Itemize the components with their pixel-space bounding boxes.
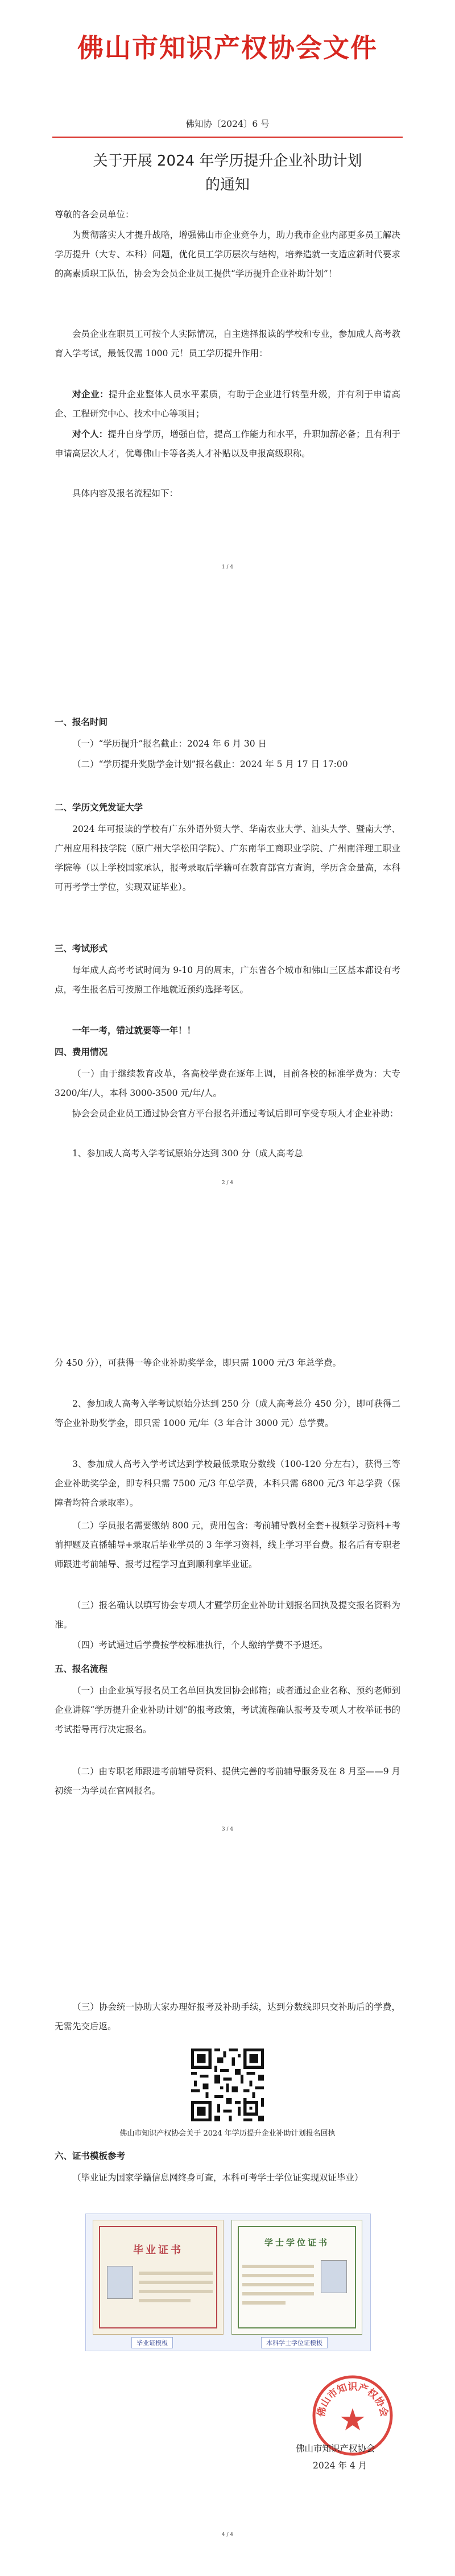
greeting: 尊敬的各会员单位： <box>55 209 134 220</box>
photo-placeholder-icon <box>107 2266 133 2299</box>
subsidy-item-3: 3、参加成人高考入学考试达到学校最低录取分数线（100-120 分左右），获得三等企业补助奖学金，即专科只需 7500 元/3 年总学费，本科只需 6800 元/3 年总学费（保障者均符合录取率）。 <box>55 1459 400 1508</box>
signature-block <box>296 2440 375 2474</box>
document-title-line2: 的通知 <box>205 176 250 193</box>
exam-paragraph: 每年成人高考考试时间为 9-10 月的周末，广东省各个城市和佛山三区基本都设有考点，考生报名后可按照工作地就近预约选择考区。 <box>55 965 400 995</box>
photo-placeholder-icon <box>321 2260 347 2293</box>
degree-certificate-heading: 学士学位证书 <box>264 2237 329 2248</box>
seal-text: 佛山市知识产权协会 <box>315 2381 390 2418</box>
section-4-title: 四、费用情况 <box>55 1046 108 1057</box>
page-1 <box>0 0 455 643</box>
subsidy-item-1-start: 1、参加成人高考入学考试原始分达到 300 分（成人高考总 <box>72 1148 303 1159</box>
org-title: 佛山市知识产权协会文件 <box>77 32 378 63</box>
degree-certificate-image <box>231 2220 362 2335</box>
exam-slogan: 一年一考，错过就要等一年！！ <box>72 1025 196 1036</box>
page-number-2: 2 / 4 <box>221 1180 234 1186</box>
page-number-4: 4 / 4 <box>221 2532 234 2538</box>
process-step-1: （一）由企业填写报名员工名单回执发回协会邮箱；或者通过企业名称、预约老师到企业讲解“学历提升企业补助计划”的报考政策，考试流程确认报考及专项人才枚举证书的考试指导再行决定报名。 <box>55 1685 400 1734</box>
subsidy-item-2: 2、参加成人高考入学考试原始分达到 250 分（成人高考总分 450 分），即可获得二等企业补助奖学金，即只需 1000 元/年（3 年合计 3000 元）总学费。 <box>55 1399 400 1428</box>
qr-caption: 佛山市知识产权协会关于 2024 年学历提升企业补助计划报名回执 <box>119 2129 336 2138</box>
page-2 <box>0 643 455 1286</box>
issuing-organization: 佛山市知识产权协会 <box>296 2443 375 2454</box>
certificate-text-lines <box>139 2272 213 2308</box>
doc-number: 佛知协〔2024〕6 号 <box>185 119 270 129</box>
degree-certificate-label: 本科学士学位证模板 <box>261 2337 328 2348</box>
section-5-title: 五、报名流程 <box>55 1663 108 1674</box>
intro-paragraph: 为贯彻落实人才提升战略，增强佛山市企业竞争力，助力我市企业内部更多员工解决学历提升（大专、本科）问题，优化员工学历层次与结构，培养造就一支适应新时代要求的高素质职工队伍，协会为会员企业员工提供“学历提升企业补助计划”！ <box>55 230 400 279</box>
section-2-title: 二、学历文凭发证大学 <box>55 802 143 813</box>
certificate-templates <box>85 2214 371 2351</box>
page-number-1: 1 / 4 <box>221 564 234 570</box>
graduation-certificate-heading: 毕业证书 <box>133 2244 183 2256</box>
deadline-2: （二）“学历提升奖励学金计划”报名截止：2024 年 5 月 17 日 17:00 <box>72 759 348 769</box>
red-divider <box>52 137 403 138</box>
issue-date: 2024 年 4 月 <box>313 2460 367 2471</box>
universities-paragraph: 2024 年可报读的学校有广东外语外贸大学、华南农业大学、汕头大学、暨南大学、广州应用科技学院（原广州大学松田学院）、广东南华工商职业学院、广州南洋理工职业学院等（以上学校国家承认，报考录取后学籍可在教育部官方查询，学历含金量高，本科可再考学士学位，实现双证毕业）。 <box>55 824 400 892</box>
certificate-note: （毕业证为国家学籍信息网终身可查，本科可考学士学位证实现双证毕业） <box>72 2173 363 2183</box>
confirm-paragraph: （三）报名确认以填写协会专项人才暨学历企业补助计划报名回执及提交报名资料为准。 <box>55 1600 400 1630</box>
fee-paragraph: （二）学员报名需要缴纳 800 元，费用包含：考前辅导教材全套+视频学习资料+考前押题及直播辅导+录取后毕业学员的 3 年学习资料，线上学习平台费。报名后有专职老师跟进考前辅导、报考过程学习直到顺利拿毕业证。 <box>55 1520 400 1569</box>
enterprise-text: 提升企业整体人员水平素质，有助于企业进行转型升级，并有利于申请高企、工程研究中心、技术中心等项目； <box>55 389 400 419</box>
qr-code-image[interactable] <box>191 2049 264 2121</box>
document-title-line1: 关于开展 2024 年学历提升企业补助计划 <box>93 153 362 170</box>
details-intro: 具体内容及报名流程如下： <box>72 488 179 498</box>
certificate-text-lines <box>242 2265 314 2310</box>
graduation-certificate-label: 毕业证模板 <box>131 2337 173 2348</box>
section-6-title: 六、证书模板参考 <box>55 2150 126 2161</box>
enterprise-label: 对企业： <box>72 389 109 399</box>
personal-benefit <box>55 424 400 463</box>
page-3 <box>0 1286 455 1929</box>
refund-paragraph: （四）考试通过后学费按学校标准执行，个人缴纳学费不予退还。 <box>72 1640 328 1650</box>
subsidy-intro: 协会会员企业员工通过协会官方平台报名并通过考试后即可享受专项人才企业补助： <box>72 1108 399 1119</box>
tuition-paragraph: （一）由于继续教育改革，各高校学费在逐年上调，目前各校的标准学费为：大专 3200/年/人，本科 3000-3500 元/年/人。 <box>55 1069 400 1098</box>
process-step-2: （二）由专职老师跟进考前辅导资料、提供完善的考前辅导服务及在 8 月至——9 月初统一为学员在官网报名。 <box>55 1766 401 1796</box>
member-paragraph: 会员企业在职员工可按个人实际情况，自主选择报读的学校和专业，参加成人高考教育入学考试，最低仅需 1000 元！员工学历提升作用： <box>55 329 400 358</box>
subsidy-item-1-end: 分 450 分），可获得一等企业补助奖学金，即只需 1000 元/3 年总学费。 <box>55 1358 342 1368</box>
section-1-title: 一、报名时间 <box>55 716 108 727</box>
personal-text: 提升自身学历，增强自信，提高工作能力和水平，升职加薪必备；且有利于申请高层次人才，优粤佛山卡等各类人才补贴以及申报高级职称。 <box>55 429 400 459</box>
document-title <box>55 149 400 197</box>
process-step-3: （三）协会统一协助大家办理好报考及补助手续，达到分数线即只交补助后的学费，无需先交后返。 <box>55 2002 400 2031</box>
page-number-3: 3 / 4 <box>221 1827 234 1832</box>
personal-label: 对个人： <box>72 428 108 439</box>
section-3-title: 三、考试形式 <box>55 943 108 954</box>
graduation-certificate-image <box>93 2220 224 2335</box>
deadline-1: （一）“学历提升”报名截止：2024 年 6 月 30 日 <box>72 739 267 749</box>
enterprise-benefit <box>55 385 400 423</box>
